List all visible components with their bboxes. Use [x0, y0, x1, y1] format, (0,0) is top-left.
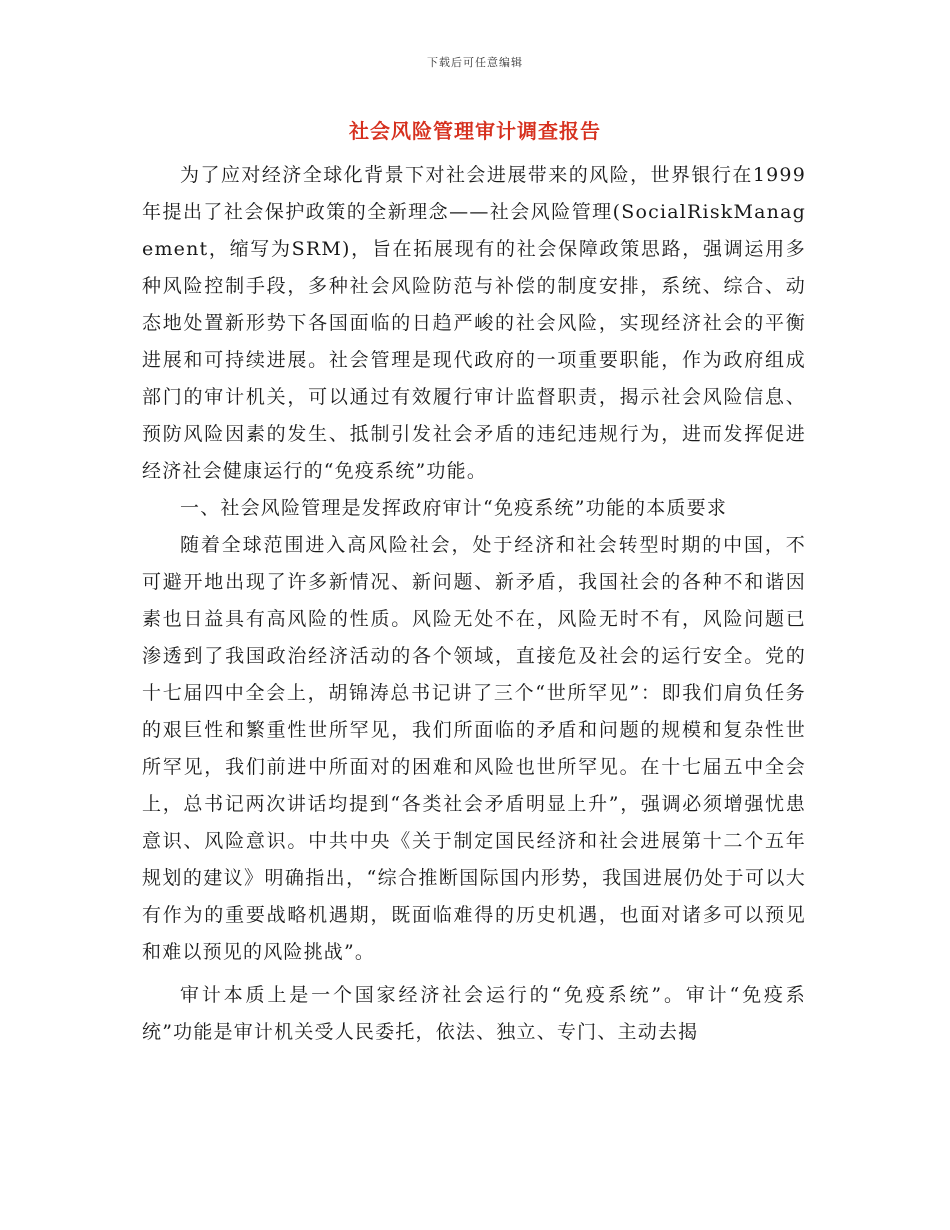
- document-title: 社会风险管理审计调查报告: [349, 119, 601, 143]
- paragraph-risk-society: 随着全球范围进入高风险社会，处于经济和社会转型时期的中国，不可避开地出现了许多新情况、新问题、新矛盾，我国社会的各种不和谐因素也日益具有高风险的性质。风险无处不在，风险无时不有，风险问题已渗透到了我国政治经济活动的各个领域，直接危及社会的运行安全。党的十七届四中全会上，胡锦涛总书记讲了三个“世所罕见”：即我们肩负任务的艰巨性和繁重性世所罕见，我们所面临的矛盾和问题的规模和复杂性世所罕见，我们前进中所面对的困难和风险也世所罕见。在十七届五中全会上，总书记两次讲话均提到“各类社会矛盾明显上升”，强调必须增强忧患意识、风险意识。中共中央《关于制定国民经济和社会进展第十二个五年规划的建议》明确指出，“综合推断国际国内形势，我国进展仍处于可以大有作为的重要战略机遇期，既面临难得的历史机遇，也面对诸多可以预见和难以预见的风险挑战”。: [142, 534, 806, 963]
- section-heading-1: 一、社会风险管理是发挥政府审计“免疫系统”功能的本质要求: [180, 497, 728, 519]
- header-note: 下载后可任意编辑: [427, 56, 523, 69]
- document-body: [142, 157, 806, 1051]
- paragraph-audit-immune: 审计本质上是一个国家经济社会运行的“免疫系统”。审计“免疫系统”功能是审计机关受人民委托，依法、独立、专门、主动去揭: [142, 984, 806, 1043]
- paragraph-intro: 为了应对经济全球化背景下对社会进展带来的风险，世界银行在1999年提出了社会保护政策的全新理念——社会风险管理(SocialRiskManagement，缩写为SRM)，旨在拓展现有的社会保障政策思路，强调运用多种风险控制手段，多种社会风险防范与补偿的制度安排，系统、综合、动态地处置新形势下各国面临的日趋严峻的社会风险，实现经济社会的平衡进展和可持续进展。社会管理是现代政府的一项重要职能，作为政府组成部门的审计机关，可以通过有效履行审计监督职责，揭示社会风险信息、预防风险因素的发生、抵制引发社会矛盾的违纪违规行为，进而发挥促进经济社会健康运行的“免疫系统”功能。: [142, 164, 806, 482]
